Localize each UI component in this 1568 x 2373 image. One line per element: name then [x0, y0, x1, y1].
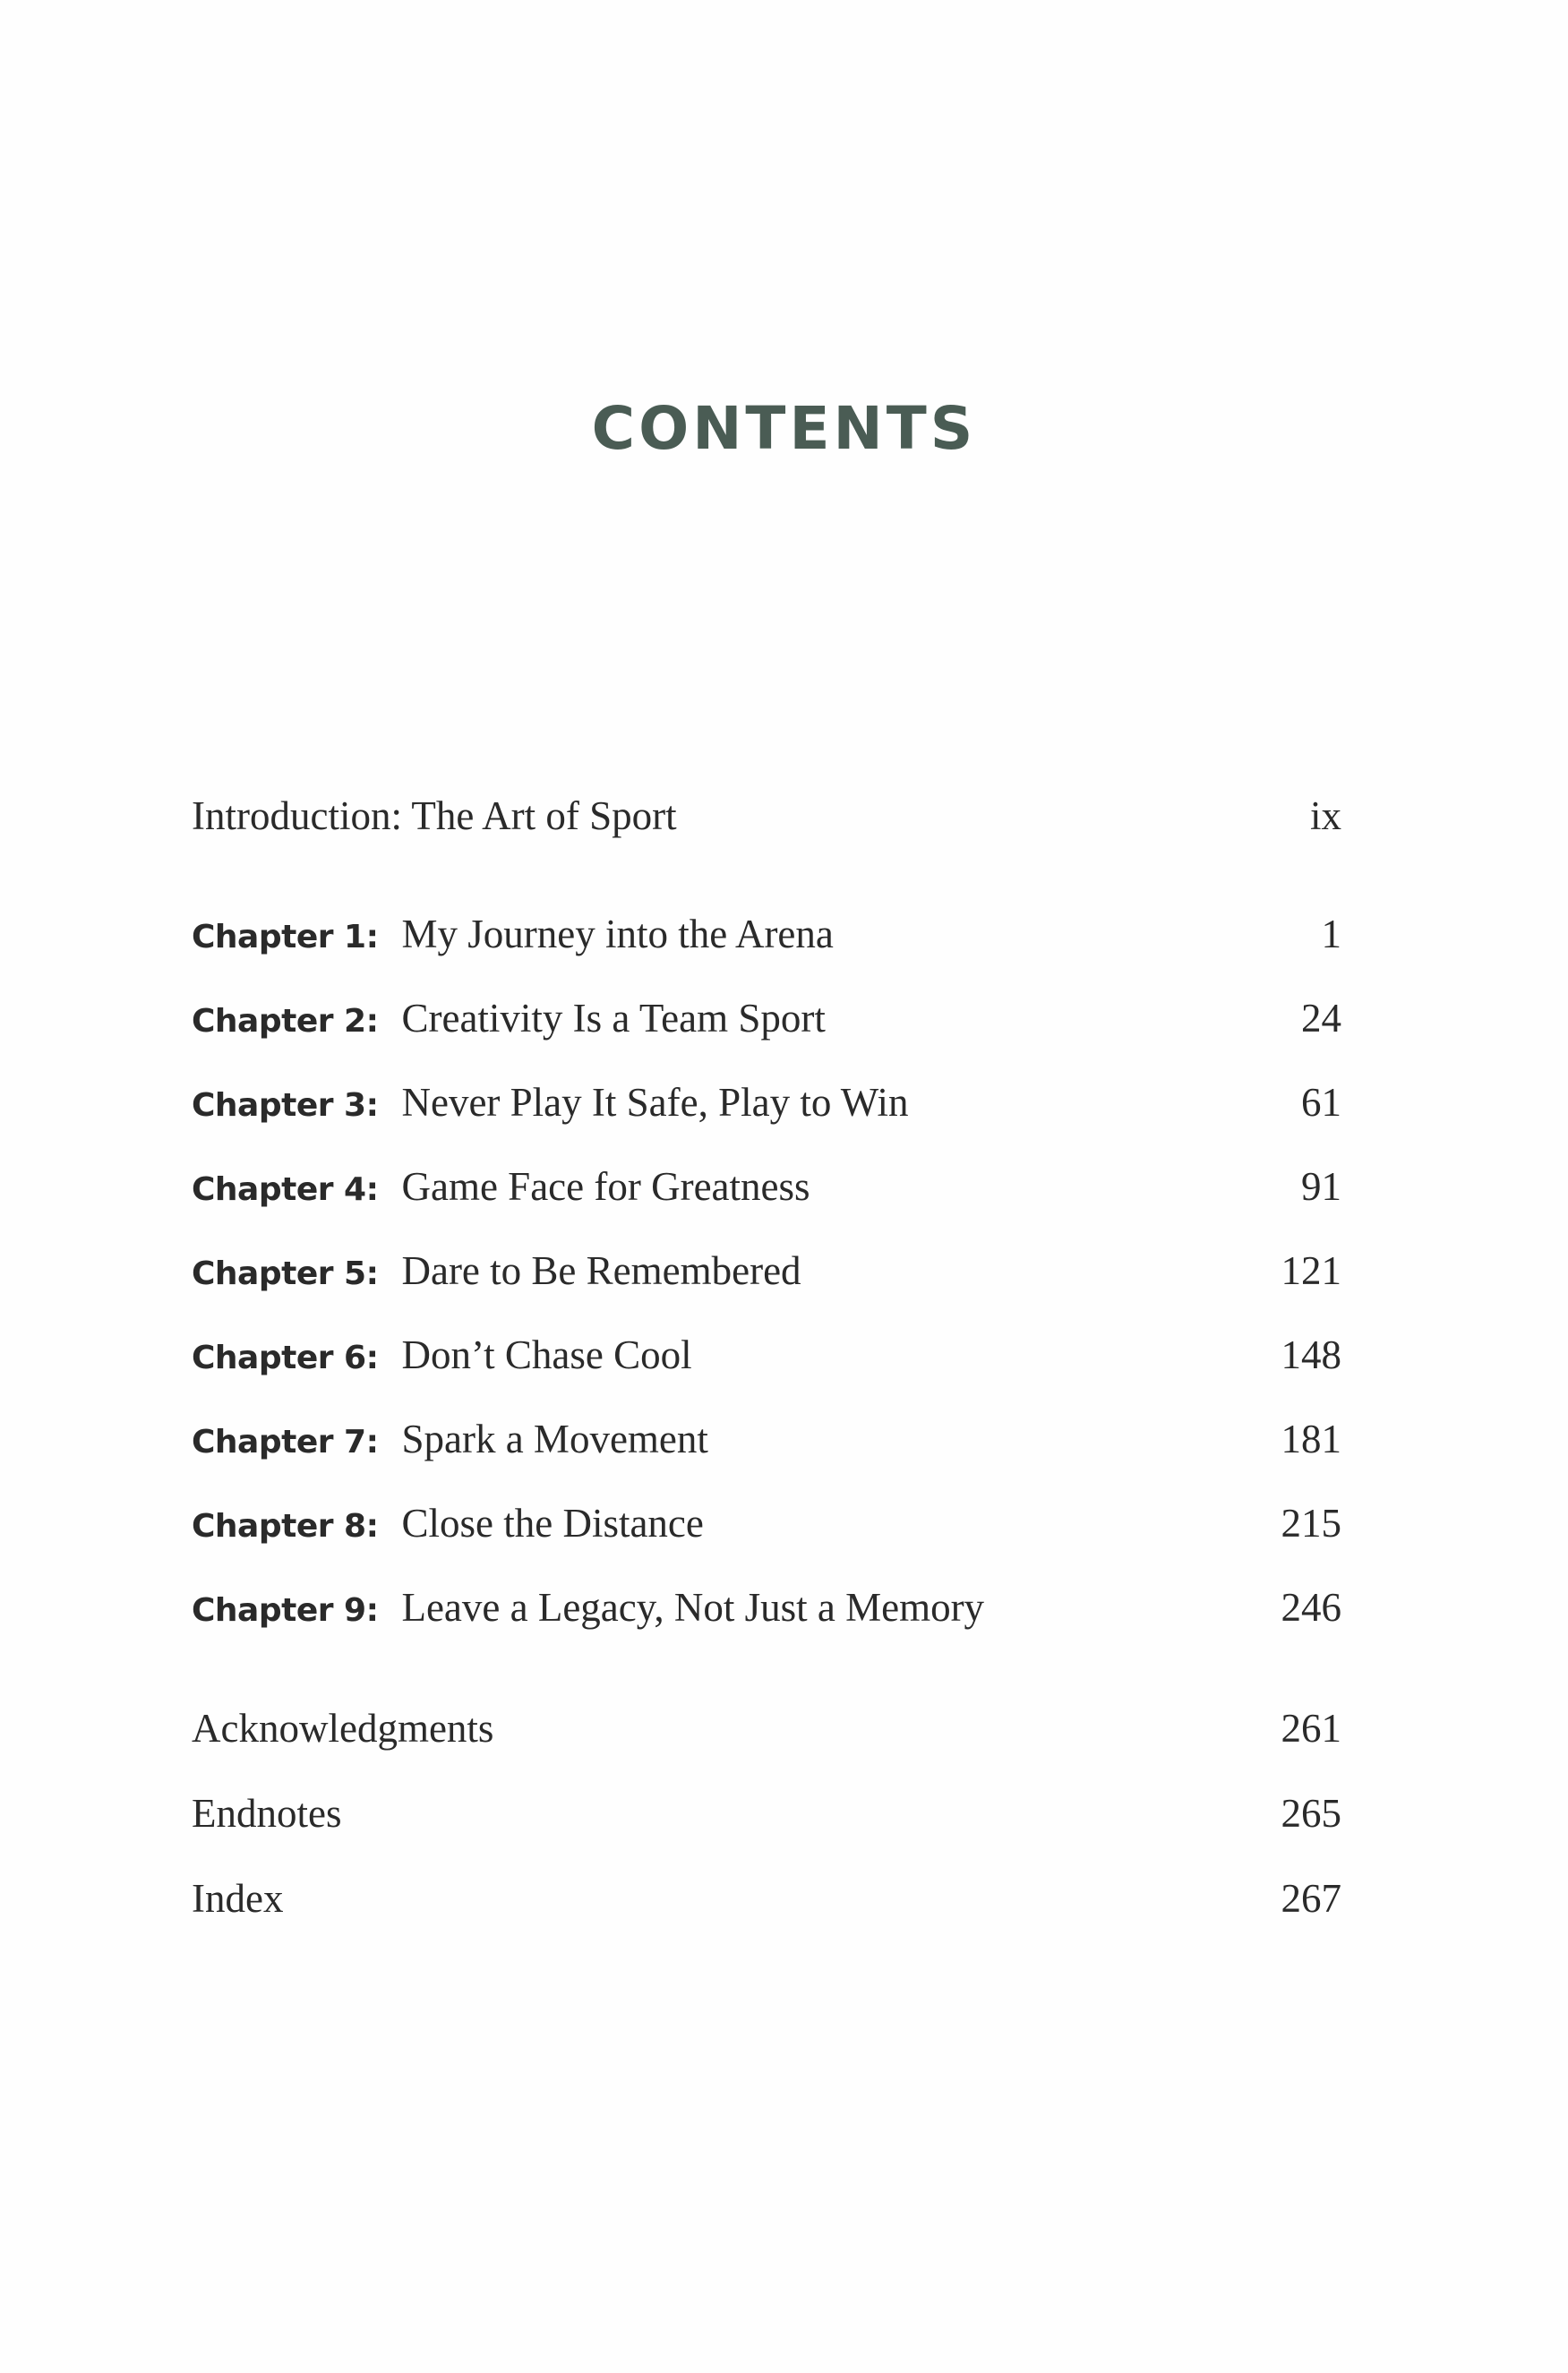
- toc-entry-chapter: [192, 1328, 1341, 1382]
- toc-entry-chapter: [192, 1244, 1341, 1298]
- chapter-number: Chapter 2:: [192, 1003, 379, 1040]
- toc-entry-page: 61: [1301, 1080, 1341, 1125]
- chapter-number: Chapter 6:: [192, 1340, 379, 1376]
- chapter-number: Chapter 9:: [192, 1592, 379, 1629]
- toc-entry-page: 91: [1301, 1164, 1341, 1209]
- chapter-title: Game Face for Greatness: [401, 1164, 810, 1209]
- toc-entry-label: Index: [192, 1876, 284, 1921]
- chapter-title: Spark a Movement: [401, 1417, 708, 1461]
- toc-entry-chapter: [192, 1496, 1341, 1550]
- toc-entry-page: 215: [1281, 1501, 1341, 1546]
- toc-entry-page: 24: [1301, 996, 1341, 1041]
- toc-entry-chapter: [192, 907, 1341, 961]
- toc-entry-page: 121: [1281, 1248, 1341, 1293]
- chapter-number: Chapter 7:: [192, 1424, 379, 1461]
- toc-entry-page: ix: [1309, 793, 1341, 838]
- toc-entry-chapter: [192, 991, 1341, 1045]
- chapter-number: Chapter 3:: [192, 1087, 379, 1124]
- toc-entry-page: 148: [1281, 1332, 1341, 1377]
- toc-entry-chapter: [192, 1412, 1341, 1466]
- toc-entry-page: 261: [1281, 1706, 1341, 1751]
- chapter-number: Chapter 4:: [192, 1171, 379, 1208]
- chapter-title: My Journey into the Arena: [401, 912, 834, 956]
- chapter-title: Never Play It Safe, Play to Win: [401, 1080, 909, 1125]
- toc-entry-page: 267: [1281, 1876, 1341, 1921]
- toc-entry-introduction: [192, 789, 1341, 843]
- toc-entry-chapter: [192, 1075, 1341, 1129]
- toc-entry-index: [192, 1872, 1341, 1925]
- toc-entry-chapter: [192, 1160, 1341, 1213]
- toc-entry-acknowledgments: [192, 1701, 1341, 1755]
- toc-entry-chapter: [192, 1581, 1341, 1634]
- toc-entry-label: Acknowledgments: [192, 1706, 494, 1751]
- toc-entry-page: 1: [1321, 912, 1341, 956]
- chapter-number: Chapter 1:: [192, 919, 379, 955]
- chapter-title: Close the Distance: [401, 1501, 704, 1546]
- chapter-title: Creativity Is a Team Sport: [401, 996, 826, 1041]
- toc-entry-label: Endnotes: [192, 1791, 342, 1836]
- toc-entry-page: 265: [1281, 1791, 1341, 1836]
- toc-entry-page: 181: [1281, 1417, 1341, 1461]
- toc-entry-label: Introduction: The Art of Sport: [192, 793, 677, 838]
- toc-entry-endnotes: [192, 1786, 1341, 1840]
- chapter-title: Dare to Be Remembered: [401, 1248, 801, 1293]
- page-title: CONTENTS: [591, 394, 977, 463]
- toc-entry-page: 246: [1281, 1585, 1341, 1630]
- chapter-title: Don’t Chase Cool: [401, 1332, 692, 1377]
- chapter-title: Leave a Legacy, Not Just a Memory: [401, 1585, 985, 1630]
- chapter-number: Chapter 5:: [192, 1255, 379, 1292]
- chapter-number: Chapter 8:: [192, 1508, 379, 1545]
